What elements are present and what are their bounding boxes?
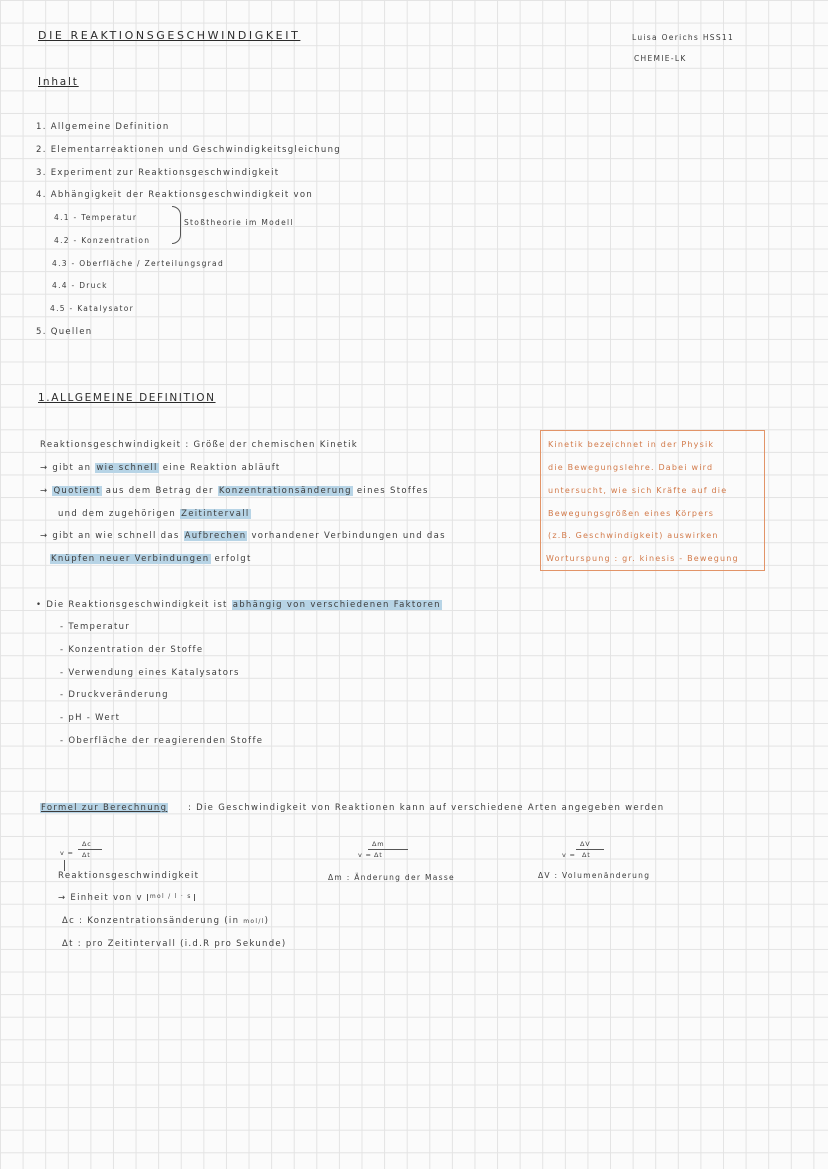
factor-item: - Temperatur bbox=[60, 622, 131, 632]
section-heading: 1.ALLGEMEINE DEFINITION bbox=[38, 392, 216, 404]
fraction-line bbox=[78, 849, 102, 850]
unit-value: mol / l · s bbox=[147, 894, 195, 901]
toc-item: 1. Allgemeine Definition bbox=[36, 122, 170, 132]
toc-item: 4.1 - Temperatur bbox=[54, 213, 138, 222]
kinetik-box-line: die Bewegungslehre. Dabei wird bbox=[548, 463, 714, 472]
highlight: Konzentrationsänderung bbox=[218, 486, 352, 496]
unit-label: → Einheit von v bbox=[58, 893, 143, 903]
kinetik-box-line: Worturspung : gr. kinesis - Bewegung bbox=[546, 554, 739, 563]
author-name: Luisa Oerichs HSS11 bbox=[632, 33, 735, 42]
toc-item: 4.5 - Katalysator bbox=[50, 304, 135, 313]
fraction-numerator: Δc bbox=[82, 840, 92, 848]
factor-item: - Oberfläche der reagierenden Stoffe bbox=[60, 736, 264, 746]
dm-description: Δm : Änderung der Masse bbox=[328, 873, 455, 882]
toc-item: 4.3 - Oberfläche / Zerteilungsgrad bbox=[52, 259, 225, 268]
toc-item: 2. Elementarreaktionen und Geschwindigkeitsgleichung bbox=[36, 145, 342, 155]
formula-intro: : Die Geschwindigkeit von Reaktionen kann auf verschiedene Arten angegeben werden bbox=[188, 803, 665, 813]
fraction-denominator: Δt bbox=[82, 851, 91, 859]
bullet-text: erfolgt bbox=[210, 554, 252, 564]
formula-v-lhs: v = bbox=[562, 851, 576, 859]
bullet-text: eines Stoffes bbox=[352, 486, 429, 496]
dv-description: ΔV : Volumenänderung bbox=[538, 871, 651, 880]
dt-line: Δt : pro Zeitintervall (i.d.R pro Sekunde) bbox=[62, 939, 287, 949]
page-title: DIE REAKTIONSGESCHWINDIGKEIT bbox=[38, 29, 301, 42]
bullet-text: → gibt an bbox=[40, 463, 96, 473]
bullet-text: eine Reaktion abläuft bbox=[158, 463, 281, 473]
fraction-numerator: ΔV bbox=[580, 840, 591, 848]
definition-rest: : Größe der chemischen Kinetik bbox=[181, 440, 358, 450]
kinetik-box-line: Bewegungsgrößen eines Körpers bbox=[548, 509, 715, 518]
definition-term: Reaktionsgeschwindigkeit bbox=[40, 440, 182, 450]
bullet-text: → gibt an wie schnell das bbox=[40, 531, 184, 541]
kinetik-box-line: untersucht, wie sich Kräfte auf die bbox=[548, 486, 728, 495]
kinetik-info-box bbox=[540, 430, 765, 571]
toc-item: 4.2 - Konzentration bbox=[54, 236, 151, 245]
highlight: Knüpfen neuer Verbindungen bbox=[51, 554, 210, 564]
bullet-line bbox=[50, 555, 252, 564]
toc-item: 5. Quellen bbox=[36, 327, 93, 337]
unit-line bbox=[58, 894, 195, 903]
bullet-line bbox=[40, 464, 281, 473]
factors-intro bbox=[36, 601, 442, 610]
kinetik-box-line: (z.B. Geschwindigkeit) auswirken bbox=[548, 531, 719, 540]
formula-label: Formel zur Berechnung bbox=[41, 803, 168, 813]
factor-item: - Konzentration der Stoffe bbox=[60, 645, 204, 655]
fraction-line bbox=[368, 849, 408, 850]
formula-v-lhs: v = bbox=[60, 849, 74, 857]
dc-close: ) bbox=[264, 916, 270, 926]
bullet-text: → bbox=[40, 486, 53, 496]
highlight: Zeitintervall bbox=[181, 509, 250, 519]
formula-v-lhs: v = bbox=[358, 851, 372, 859]
bullet-line bbox=[58, 510, 251, 519]
down-arrow-icon bbox=[64, 860, 65, 871]
brace-note: Stoßtheorie im Modell bbox=[184, 218, 294, 227]
factor-item: - pH - Wert bbox=[60, 713, 121, 723]
course-label: CHEMIE-LK bbox=[634, 54, 687, 63]
fraction-line bbox=[576, 849, 604, 850]
fraction-denominator: Δt bbox=[582, 851, 591, 859]
factor-item: - Verwendung eines Katalysators bbox=[60, 668, 240, 678]
definition-line bbox=[40, 441, 358, 450]
bullet-text: aus dem Betrag der bbox=[101, 486, 218, 496]
dc-text: Δc : Konzentrationsänderung (in bbox=[62, 916, 244, 926]
factors-intro-text: • Die Reaktionsgeschwindigkeit ist bbox=[36, 600, 232, 610]
dc-unit: mol/l bbox=[243, 918, 265, 925]
inhalt-heading: Inhalt bbox=[38, 76, 79, 88]
toc-item: 4. Abhängigkeit der Reaktionsgeschwindigkeit von bbox=[36, 190, 314, 200]
highlight: abhängig von verschiedenen Faktoren bbox=[232, 600, 441, 610]
highlight: wie schnell bbox=[96, 463, 158, 473]
factor-item: - Druckveränderung bbox=[60, 690, 169, 700]
kinetik-box-line: Kinetik bezeichnet in der Physik bbox=[548, 440, 715, 449]
v-description: Reaktionsgeschwindigkeit bbox=[58, 871, 200, 881]
highlight: Quotient bbox=[53, 486, 101, 496]
bullet-line bbox=[40, 532, 446, 541]
toc-item: 4.4 - Druck bbox=[52, 281, 108, 290]
toc-item: 3. Experiment zur Reaktionsgeschwindigkeit bbox=[36, 168, 280, 178]
highlight: Aufbrechen bbox=[184, 531, 247, 541]
fraction-numerator: Δm bbox=[372, 840, 385, 848]
bullet-line bbox=[40, 487, 429, 496]
bullet-text: vorhandener Verbindungen und das bbox=[247, 531, 446, 541]
fraction-denominator: Δt bbox=[374, 851, 383, 859]
bullet-text: und dem zugehörigen bbox=[58, 509, 181, 519]
brace bbox=[172, 206, 181, 244]
formula-intro-line bbox=[40, 804, 168, 813]
dc-line bbox=[62, 917, 269, 926]
